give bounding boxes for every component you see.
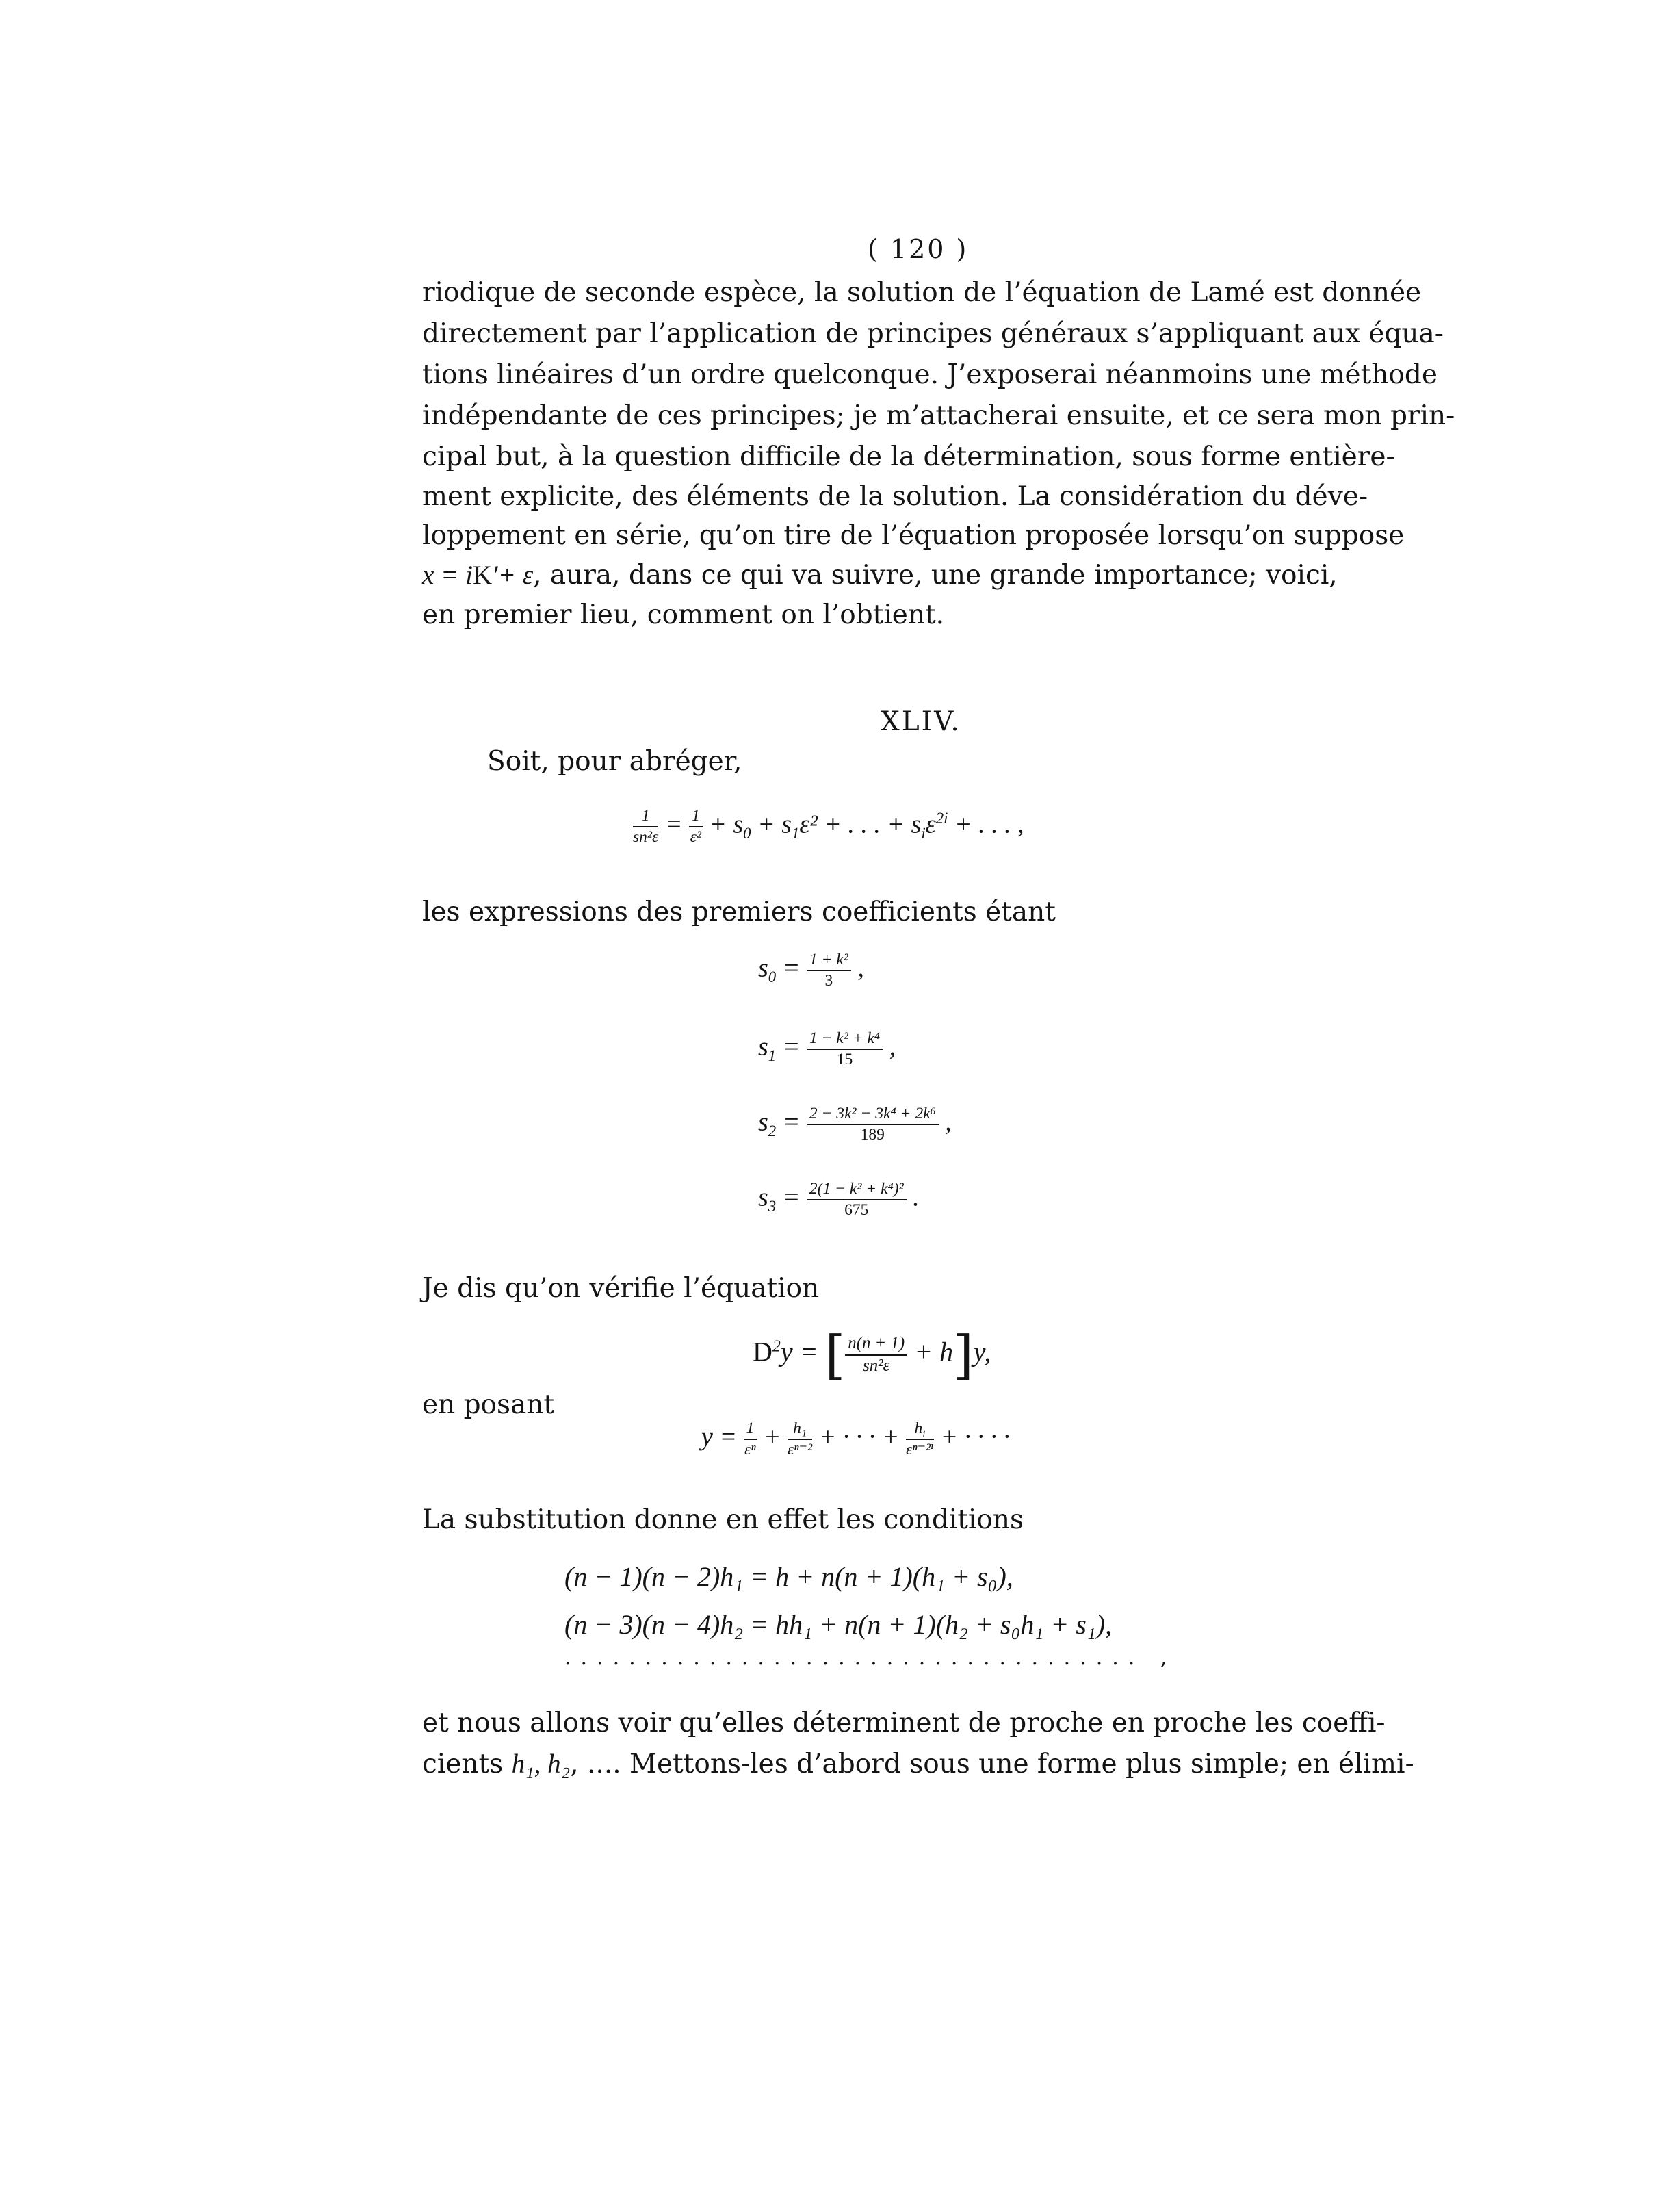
lame-equation: $D^2y$ = [ $\frac{n(n + 1)}{\text{sn²ε}}$ + h]y, [753,1324,991,1385]
fraction: $\frac{n(n + 1)}{\text{sn²ε}}$ [845,1335,907,1374]
fraction: $\frac{\text{2 − 3k² − 3k⁴ + 2k⁶}}{189}$ [807,1105,939,1143]
fraction: $\frac{1}{\text{sn²ε}}$ [633,807,659,846]
paragraph-line: et nous allons voir qu’elles déterminent de proche en proche les coeffi- [422,1708,1386,1738]
paragraph-line: cients h₁, h₂, .... Mettons-les d’abord sous une forme plus simple; en élimi- [422,1749,1414,1779]
paragraph-line: cipal but, à la question difficile de la détermination, sous forme entière- [422,441,1395,472]
fraction: $\frac{\text{1 + k²}}{3}$ [807,951,851,989]
substitution-text: La substitution donne en effet les conditions [422,1504,1024,1535]
fraction: $\frac{h_i}{\text{εⁿ⁻²ⁱ}}$ [905,1419,934,1458]
intro-text: Soit, pour abréger, [487,746,742,777]
paragraph-line: tions linéaires d’un ordre quelconque. J’exposerai néanmoins une méthode [422,359,1438,390]
fraction: $\frac{\text{h₁}}{\text{εⁿ⁻²}}$ [787,1419,813,1458]
coefficient-s3: $s_3$ = $\frac{\text{2(1 − k² + k⁴)²}}{675}$ . [758,1180,920,1219]
coefficient-s0: $s_0$ = $\frac{\text{1 + k²}}{3}$ , [758,951,864,990]
paragraph-line: ment explicite, des éléments de la solution. La considération du déve- [422,481,1368,512]
series-formula: $\frac{1}{\text{sn²ε}}$ = $\frac{1}{\text{ε²}}$ + $s_0 + s_1\varepsilon^2$ + . . . + $s_i\varepsilon^{2i}$ + . . . , [633,807,1024,846]
verify-text: Je dis qu’on vérifie l’équation [422,1273,820,1304]
series-text: les expressions des premiers coefficients étant [422,897,1056,927]
posant-text: en posant [422,1389,555,1420]
paragraph-line: indépendante de ces principes; je m’attacherai ensuite, et ce sera mon prin- [422,400,1455,431]
paragraph-line: directement par l’application de principes généraux s’appliquant aux équa- [422,318,1444,349]
inline-formula: x = iK′+ ε [422,561,534,590]
fraction: $\frac{\text{1 − k² + k⁴}}{15}$ [807,1030,883,1068]
fraction: $\frac{1}{\text{εⁿ}}$ [744,1419,756,1458]
paragraph-line: loppement en série, qu’on tire de l’équation proposée lorsqu’on suppose [422,520,1405,551]
fraction: $\frac{\text{2(1 − k² + k⁴)²}}{675}$ [807,1181,907,1218]
page-number: ( 120 ) [868,234,969,264]
paragraph-line: riodique de seconde espèce, la solution de l’équation de Lamé est donnée [422,277,1422,308]
coefficient-s2: $s_2$ = $\frac{\text{2 − 3k² − 3k⁴ + 2k⁶}}{189}$ , [758,1105,952,1144]
section-title: XLIV. [881,706,961,737]
condition-ellipsis: .................................... , [564,1646,1177,1670]
coefficient-s1: $s_1$ = $\frac{\text{1 − k² + k⁴}}{15}$ , [758,1029,896,1068]
inline-formula: h₁, h₂ [511,1749,571,1779]
condition-1: (n − 1)(n − 2)h₁ = h + n(n + 1)(h₁ + s₀), [564,1561,1013,1592]
y-series-formula: y = $\frac{1}{\text{εⁿ}}$ + $\frac{\text{h₁}}{\text{εⁿ⁻²}}$ + · · · + $\frac{h_i}{\text{εⁿ⁻²ⁱ}}$ + · · · · [701,1419,1011,1458]
paragraph-line: x = iK′+ ε, aura, dans ce qui va suivre, une grande importance; voici, [422,560,1338,591]
condition-2: (n − 3)(n − 4)h₂ = hh₁ + n(n + 1)(h₂ + s₀h₁ + s₁), [564,1609,1113,1640]
fraction: $\frac{1}{\text{ε²}}$ [690,807,701,846]
paragraph-line: en premier lieu, comment on l’obtient. [422,600,945,630]
